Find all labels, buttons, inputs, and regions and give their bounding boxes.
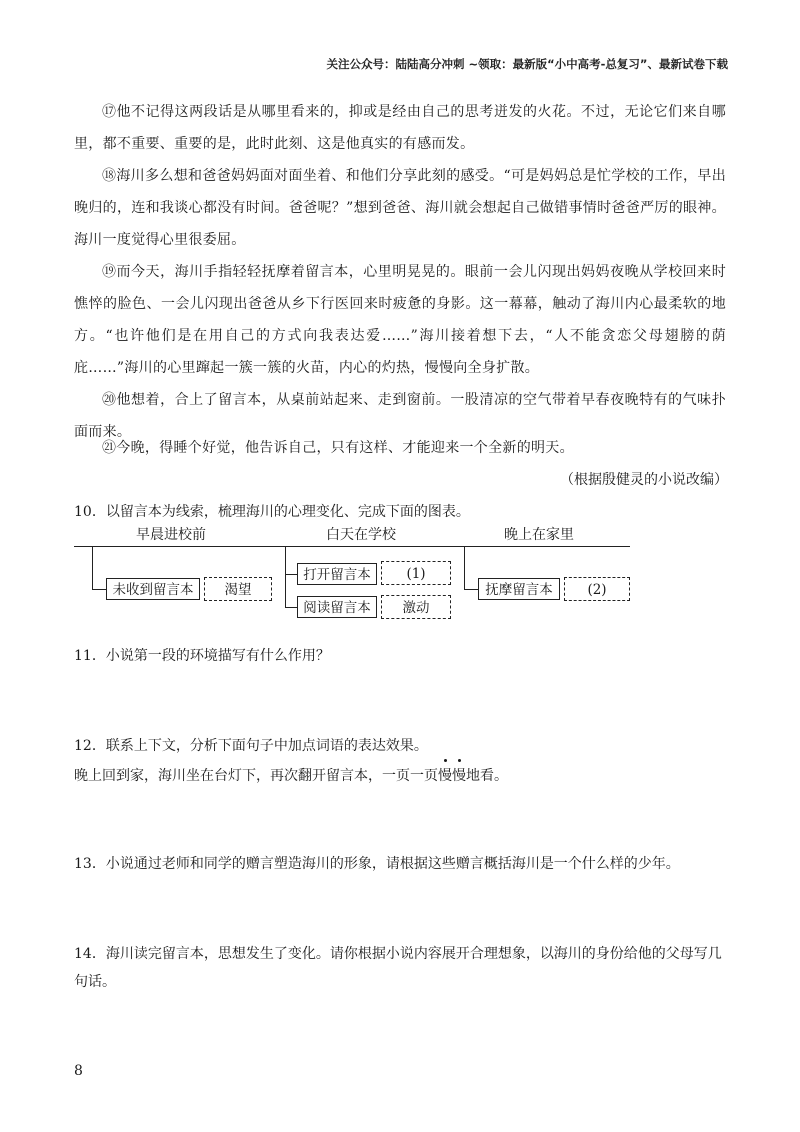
- question-12: 12．联系上下文，分析下面句子中加点词语的表达效果。: [74, 738, 428, 754]
- branch-tick-morning: [92, 589, 106, 590]
- question-10: 10．以留言本为线索，梳理海川的心理变化、完成下面的图表。: [74, 504, 470, 520]
- stage-label-morning: 早晨进校前: [136, 527, 206, 543]
- sentence-before: 晚上回到家，海川坐在台灯下，再次翻开留言本，一页一页: [74, 768, 438, 784]
- paragraph-21: ㉑今晚，得睡个好觉，他告诉自己，只有这样、才能迎来一个全新的明天。: [102, 440, 574, 456]
- answer-box-2: (2): [564, 577, 630, 601]
- paragraph-19: ⑲而今天，海川手指轻轻抚摩着留言本，心里明晃晃的。眼前一会儿闪现出妈妈夜晚从学校回来时憔悴的脸色、一会儿闪现出爸爸从乡下行医回来时疲惫的身影。这一幕幕，触动了海川内心最柔软的地方。“也许他们是在用自己的方式向我表达爱……”海川接着想下去，“人不能贪恋父母翅膀的荫庇……”海川的心里蹿起一簇一簇的火苗，内心的灼热，慢慢向全身扩散。: [74, 264, 726, 376]
- box-read-notebook: 阅读留言本: [297, 596, 377, 618]
- page-number: 8: [74, 1063, 83, 1079]
- paragraph-20: ⑳他想着，合上了留言本，从桌前站起来、走到窗前。一股清凉的空气带着早春夜晚特有的气味扑面而来。: [74, 392, 726, 440]
- paragraph-17: ⑰他不记得这两段话是从哪里看来的，抑或是经由自己的思考迸发的火花。不过，无论它们来自哪里，都不重要、重要的是，此时此刻、这是他真实的有感而发。: [74, 104, 726, 152]
- page-header: 关注公众号：陆陆高分冲刺 ~领取：最新版“小中高考-总复习”、最新试卷下载: [326, 57, 728, 71]
- dotted-char-2: 慢: [452, 762, 466, 790]
- box-open-notebook: 打开留言本: [297, 563, 377, 585]
- question-13: 13．小说通过老师和同学的赠言塑造海川的形象，请根据这些赠言概括海川是一个什么样的少年。: [74, 856, 680, 872]
- psychology-diagram: [74, 522, 634, 622]
- branch-tick-read: [285, 607, 297, 608]
- question-11: 11．小说第一段的环境描写有什么作用？: [74, 648, 330, 664]
- answer-box-1: (1): [381, 561, 451, 585]
- box-stroke-notebook: 抚摩留言本: [478, 578, 560, 600]
- stage-label-daytime: 白天在学校: [326, 527, 396, 543]
- box-not-received-notebook: 未收到留言本: [106, 578, 200, 600]
- source-attribution: （根据殷健灵的小说改编）: [560, 472, 728, 488]
- branch-connector-morning: [92, 546, 93, 590]
- branch-connector-daytime: [285, 546, 286, 608]
- question-12-sentence: [74, 762, 734, 790]
- timeline-line: [74, 546, 630, 547]
- feeling-box-excited: 激动: [381, 595, 451, 619]
- branch-connector-evening: [464, 546, 465, 590]
- question-14: 14．海川读完留言本，思想发生了变化。请你根据小说内容展开合理想象，以海川的身份给他的父母写几句话。: [74, 946, 722, 990]
- branch-tick-evening: [464, 589, 478, 590]
- dotted-char-1: 慢: [438, 762, 452, 790]
- stage-label-evening: 晚上在家里: [504, 527, 574, 543]
- sentence-after: 地看。: [466, 768, 508, 784]
- feeling-box-longing: 渴望: [204, 577, 272, 601]
- branch-tick-open: [285, 574, 297, 575]
- paragraph-18: ⑱海川多么想和爸爸妈妈面对面坐着、和他们分享此刻的感受。“可是妈妈总是忙学校的工作，早出晚归的，连和我谈心都没有时间。爸爸呢？”想到爸爸、海川就会想起自己做错事情时爸爸严厉的眼神。海川一度觉得心里很委屈。: [74, 168, 726, 248]
